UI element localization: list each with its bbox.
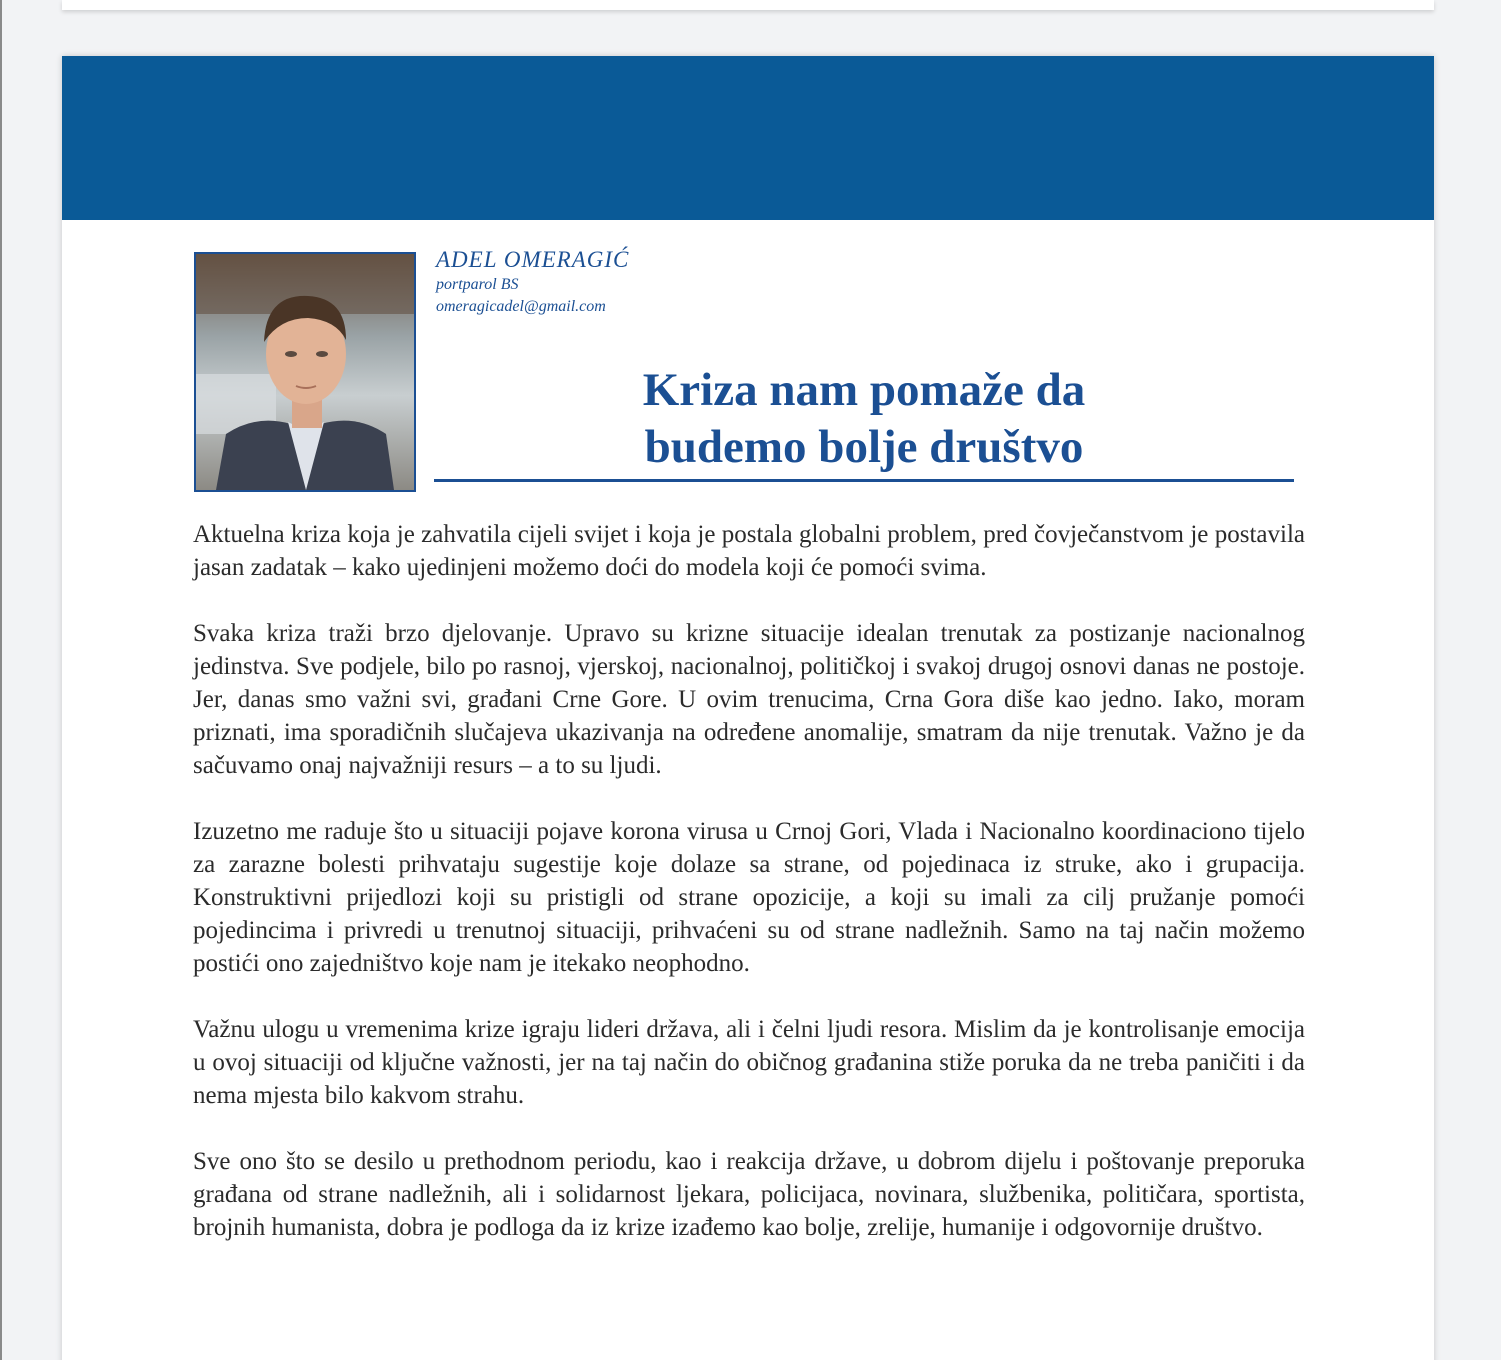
author-portrait-image bbox=[196, 254, 414, 490]
article-title bbox=[434, 362, 1294, 476]
paragraph-2: Svaka kriza traži brzo djelovanje. Upravo su krizne situacije idealan trenutak za postizanje nacionalnog jedinstva. Sve podjele, bilo po rasnoj, vjerskoj, nacionalnoj, političkoj i svakoj drugoj osnovi danas ne postoje. Jer, danas smo važni svi, građani Crne Gore. U ovim trenucima, Crna Gora diše kao jedno. Iako, moram priznati, ima sporadičnih slučajeva ukazivanja na određene anomalije, smatram da nije trenutak. Važno je da sačuvamo onaj najvažniji resurs – a to su ljudi. bbox=[193, 620, 1305, 779]
author-photo bbox=[194, 252, 416, 492]
title-line-1: Kriza nam pomaže da bbox=[642, 364, 1086, 416]
viewer-edge bbox=[0, 0, 2, 1360]
author-info bbox=[436, 246, 629, 318]
paragraph-1: Aktuelna kriza koja je zahvatila cijeli svijet i koja je postala globalni problem, pred čovječanstvom je postavila jasan zadatak – kako ujedinjeni možemo doći do modela koji će pomoći svima. bbox=[193, 521, 1305, 581]
paragraph-4: Važnu ulogu u vremenima krize igraju lideri država, ali i čelni ljudi resora. Mislim da je kontrolisanje emocija u ovoj situaciji od ključne važnosti, jer na taj način do običnog građanina stiže poruka da ne treba paničiti i da nema mjesta bilo kakvom strahu. bbox=[193, 1016, 1305, 1109]
paragraph-5: Sve ono što se desilo u prethodnom periodu, kao i reakcija države, u dobrom dijelu i poštovanje preporuka građana od strane nadležnih, ali i solidarnost ljekara, policijaca, novinara, službenika, političara, sportista, brojnih humanista, dobra je podloga da iz krize izađemo kao bolje, zrelije, humanije i odgovornije društvo. bbox=[193, 1148, 1305, 1241]
author-role: portparol BS bbox=[436, 276, 519, 293]
author-name: ADEL OMERAGIĆ bbox=[436, 247, 630, 272]
header-banner bbox=[62, 56, 1434, 220]
document-page bbox=[62, 56, 1434, 1360]
title-underline bbox=[434, 479, 1294, 482]
article-body bbox=[193, 518, 1305, 1277]
author-email[interactable]: omeragicadel@gmail.com bbox=[436, 298, 606, 315]
title-line-2: budemo bolje društvo bbox=[644, 421, 1084, 473]
paragraph-3: Izuzetno me raduje što u situaciji pojave korona virusa u Crnoj Gori, Vlada i Nacionalno koordinaciono tijelo za zarazne bolesti prihvataju sugestije koje dolaze sa strane, od pojedinaca iz struke, ako i grupacija. Konstruktivni prijedlozi koji su pristigli od strane opozicije, a koji su imali za cilj pružanje pomoći pojedincima i privredi u trenutnoj situaciji, prihvaćeni su od strane nadležnih. Samo na taj način možemo postići ono zajedništvo koje nam je itekako neophodno. bbox=[193, 818, 1305, 977]
previous-page bbox=[62, 0, 1434, 10]
